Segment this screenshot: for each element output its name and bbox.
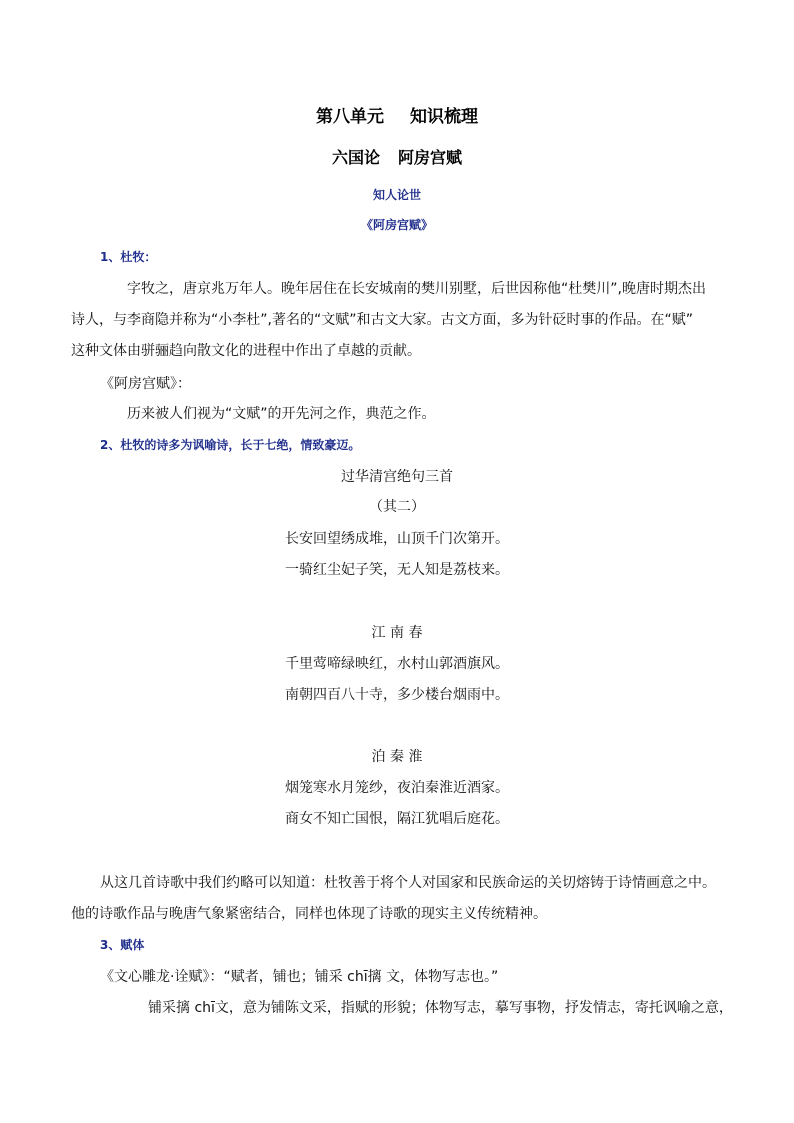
fu-quote: 《文心雕龙·诠赋》：“赋者，铺也；铺采 chī摛 文，体物写志也。” [100, 969, 499, 985]
section-2-title: 2、杜牧的诗多为讽喻诗，长于七绝，情致豪迈。 [100, 438, 361, 452]
poem-1-subtitle: （其二） [369, 499, 425, 515]
work-title: 《阿房宫赋》 [360, 218, 433, 232]
unit-label: 第八单元 [316, 107, 384, 127]
summary-line-1: 从这几首诗歌中我们约略可以知道：杜牧善于将个人对国家和民族命运的关切熔铸于诗情画意之中。 [100, 875, 716, 891]
subheading: 知人论世 [372, 188, 421, 202]
section-1-title: 1、杜牧： [100, 250, 157, 264]
lesson-title [0, 147, 794, 169]
fu-explanation: 铺采摛 chī文，意为铺陈文采，指赋的形貌；体物写志，摹写事物，抒发情志，寄托讽喻之意， [148, 1000, 733, 1016]
poem-3-line-1: 烟笼寒水月笼纱，夜泊秦淮近酒家。 [285, 780, 509, 796]
poem-3-title: 泊 秦 淮 [371, 749, 423, 765]
s1-work-desc: 历来被人们视为“文赋”的开先河之作，典范之作。 [127, 406, 436, 422]
s1-paragraph-line-3: 这种文体由骈骊趋向散文化的进程中作出了卓越的贡献。 [71, 343, 421, 359]
summary-line-2: 他的诗歌作品与晚唐气象紧密结合，同样也体现了诗歌的现实主义传统精神。 [71, 906, 547, 922]
page-title [0, 105, 794, 129]
s1-paragraph-line-2: 诗人，与李商隐并称为“小李杜”,著名的“文赋”和古文大家。古文方面，多为针砭时事的作品。在“赋” [71, 312, 693, 328]
lesson-b: 阿房宫赋 [398, 148, 463, 167]
poem-2-line-1: 千里莺啼绿映红，水村山郭酒旗风。 [285, 656, 509, 672]
section-3-title: 3、赋体 [100, 938, 145, 952]
poem-1-line-2: 一骑红尘妃子笑，无人知是荔枝来。 [285, 562, 509, 578]
poem-1-title: 过华清宫绝句三首 [341, 469, 453, 485]
s1-work-label: 《阿房宫赋》： [100, 376, 191, 392]
lesson-a: 六国论 [331, 148, 380, 167]
topic-label: 知识梳理 [410, 107, 478, 127]
poem-2-title: 江 南 春 [371, 625, 423, 641]
s1-paragraph-line-1: 字牧之，唐京兆万年人。晚年居住在长安城南的樊川别墅，后世因称他“杜樊川”,晚唐时期杰出 [127, 281, 706, 297]
poem-3-line-2: 商女不知亡国恨，隔江犹唱后庭花。 [285, 811, 509, 827]
poem-2-line-2: 南朝四百八十寺，多少楼台烟雨中。 [285, 687, 509, 703]
poem-1-line-1: 长安回望绣成堆，山顶千门次第开。 [285, 531, 509, 547]
